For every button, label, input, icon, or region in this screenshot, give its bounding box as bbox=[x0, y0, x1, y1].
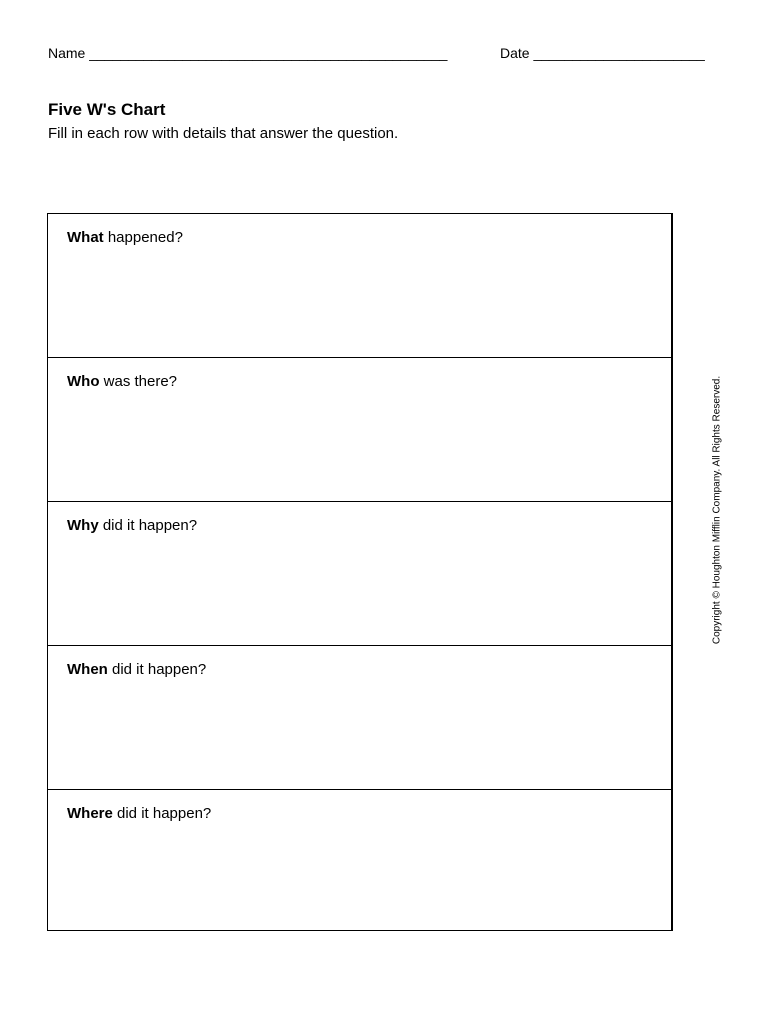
date-field[interactable]: Date ______________________ bbox=[500, 45, 705, 61]
question-keyword: Where bbox=[67, 805, 113, 822]
question-text: did it happen? bbox=[98, 517, 198, 534]
chart-row-where[interactable] bbox=[48, 790, 671, 932]
chart-row-what[interactable] bbox=[48, 214, 671, 358]
page-title: Five W's Chart bbox=[48, 100, 166, 119]
copyright-notice: Copyright © Houghton Mifflin Company. All Rights Reserved. bbox=[711, 375, 723, 645]
question-text: did it happen? bbox=[112, 805, 212, 822]
question-text: happened? bbox=[103, 229, 183, 246]
question-keyword: What bbox=[67, 229, 104, 246]
chart-row-who[interactable] bbox=[48, 358, 671, 502]
chart-row-when[interactable] bbox=[48, 646, 671, 790]
question-keyword: When bbox=[67, 661, 108, 678]
question-keyword: Why bbox=[67, 517, 99, 534]
question-keyword: Who bbox=[67, 373, 100, 390]
question-text: did it happen? bbox=[107, 661, 207, 678]
name-field[interactable]: Name ______________________________________________ bbox=[48, 45, 448, 61]
question-text: was there? bbox=[99, 373, 178, 390]
five-ws-chart bbox=[47, 213, 673, 931]
instructions-text: Fill in each row with details that answer the question. bbox=[48, 125, 399, 142]
chart-row-why[interactable] bbox=[48, 502, 671, 646]
